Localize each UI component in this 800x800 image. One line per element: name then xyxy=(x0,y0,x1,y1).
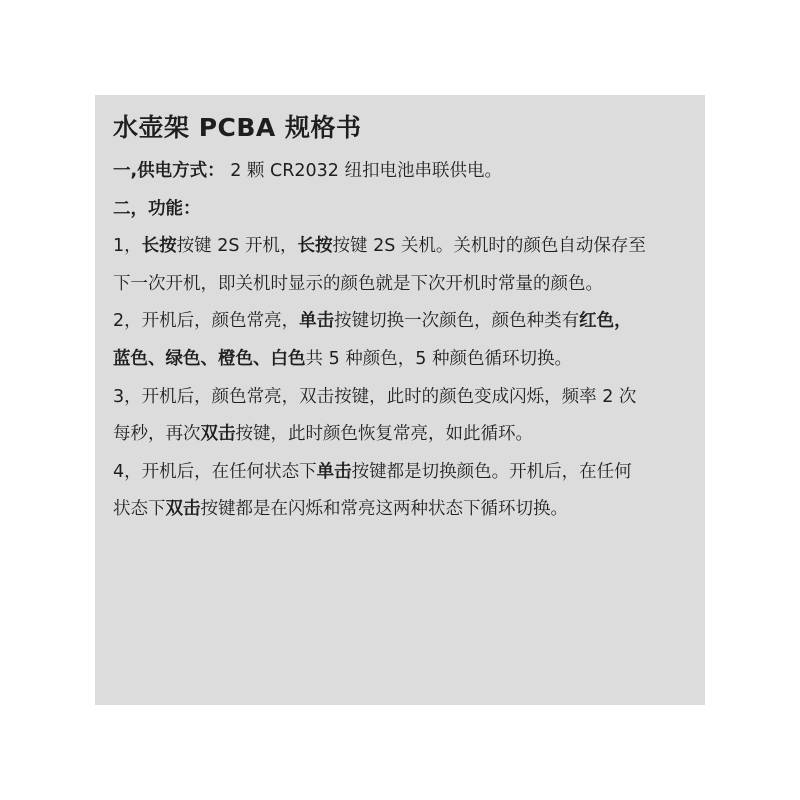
item-4-bold-single-click: 单击 xyxy=(316,461,352,482)
item-1-bold-long-press-on: 长按 xyxy=(141,236,177,257)
item-3-prefix: 每秒，再次 xyxy=(113,424,201,445)
item-4-bold-double-click: 双击 xyxy=(165,499,201,520)
document-title: 水壶架 PCBA 规格书 xyxy=(113,113,362,142)
item-4-line-1 xyxy=(113,454,705,492)
item-2-bold-red: 红色， xyxy=(579,311,632,332)
spec-card xyxy=(95,95,705,705)
item-2-text-a: 按键切换一次颜色，颜色种类有 xyxy=(334,311,580,332)
item-3-text: 按键，此时颜色恢复常亮，如此循环。 xyxy=(235,424,533,445)
item-2-bold-colors: 蓝色、绿色、橙色、白色 xyxy=(113,348,306,369)
power-supply-line xyxy=(113,153,705,191)
item-3-bold-double-click: 双击 xyxy=(200,424,236,445)
item-1-text-a: 按键 2S 开机， xyxy=(176,236,298,257)
item-1-bold-long-press-off: 长按 xyxy=(297,236,333,257)
item-1-prefix: 1， xyxy=(113,236,142,257)
item-3-line-1: 3，开机后，颜色常亮，双击按键，此时的颜色变成闪烁，频率 2 次 xyxy=(113,386,637,407)
item-1-line-1 xyxy=(113,228,705,266)
function-heading: 二，功能： xyxy=(113,198,201,219)
item-2-bold-single-click: 单击 xyxy=(299,311,335,332)
item-2-prefix: 2，开机后，颜色常亮， xyxy=(113,311,300,332)
power-supply-label: 一,供电方式： xyxy=(113,161,225,181)
item-2-line-1 xyxy=(113,303,705,341)
item-4-prefix: 4，开机后，在任何状态下 xyxy=(113,461,317,482)
item-4-prefix-2: 状态下 xyxy=(113,499,166,520)
power-supply-text: 2 颗 CR2032 纽扣电池串联供电。 xyxy=(224,161,502,181)
item-3-line-2 xyxy=(113,416,705,454)
item-1-text-b: 按键 2S 关机。关机时的颜色自动保存至 xyxy=(332,236,646,257)
item-2-text-b: 共 5 种颜色，5 种颜色循环切换。 xyxy=(305,348,572,369)
item-1-line-2: 下一次开机，即关机时显示的颜色就是下次开机时常量的颜色。 xyxy=(113,273,603,294)
item-4-text-b: 按键都是在闪烁和常亮这两种状态下循环切换。 xyxy=(200,499,568,520)
item-4-line-2 xyxy=(113,491,705,529)
item-4-text-a: 按键都是切换颜色。开机后，在任何 xyxy=(351,461,632,482)
item-2-line-2 xyxy=(113,341,705,379)
